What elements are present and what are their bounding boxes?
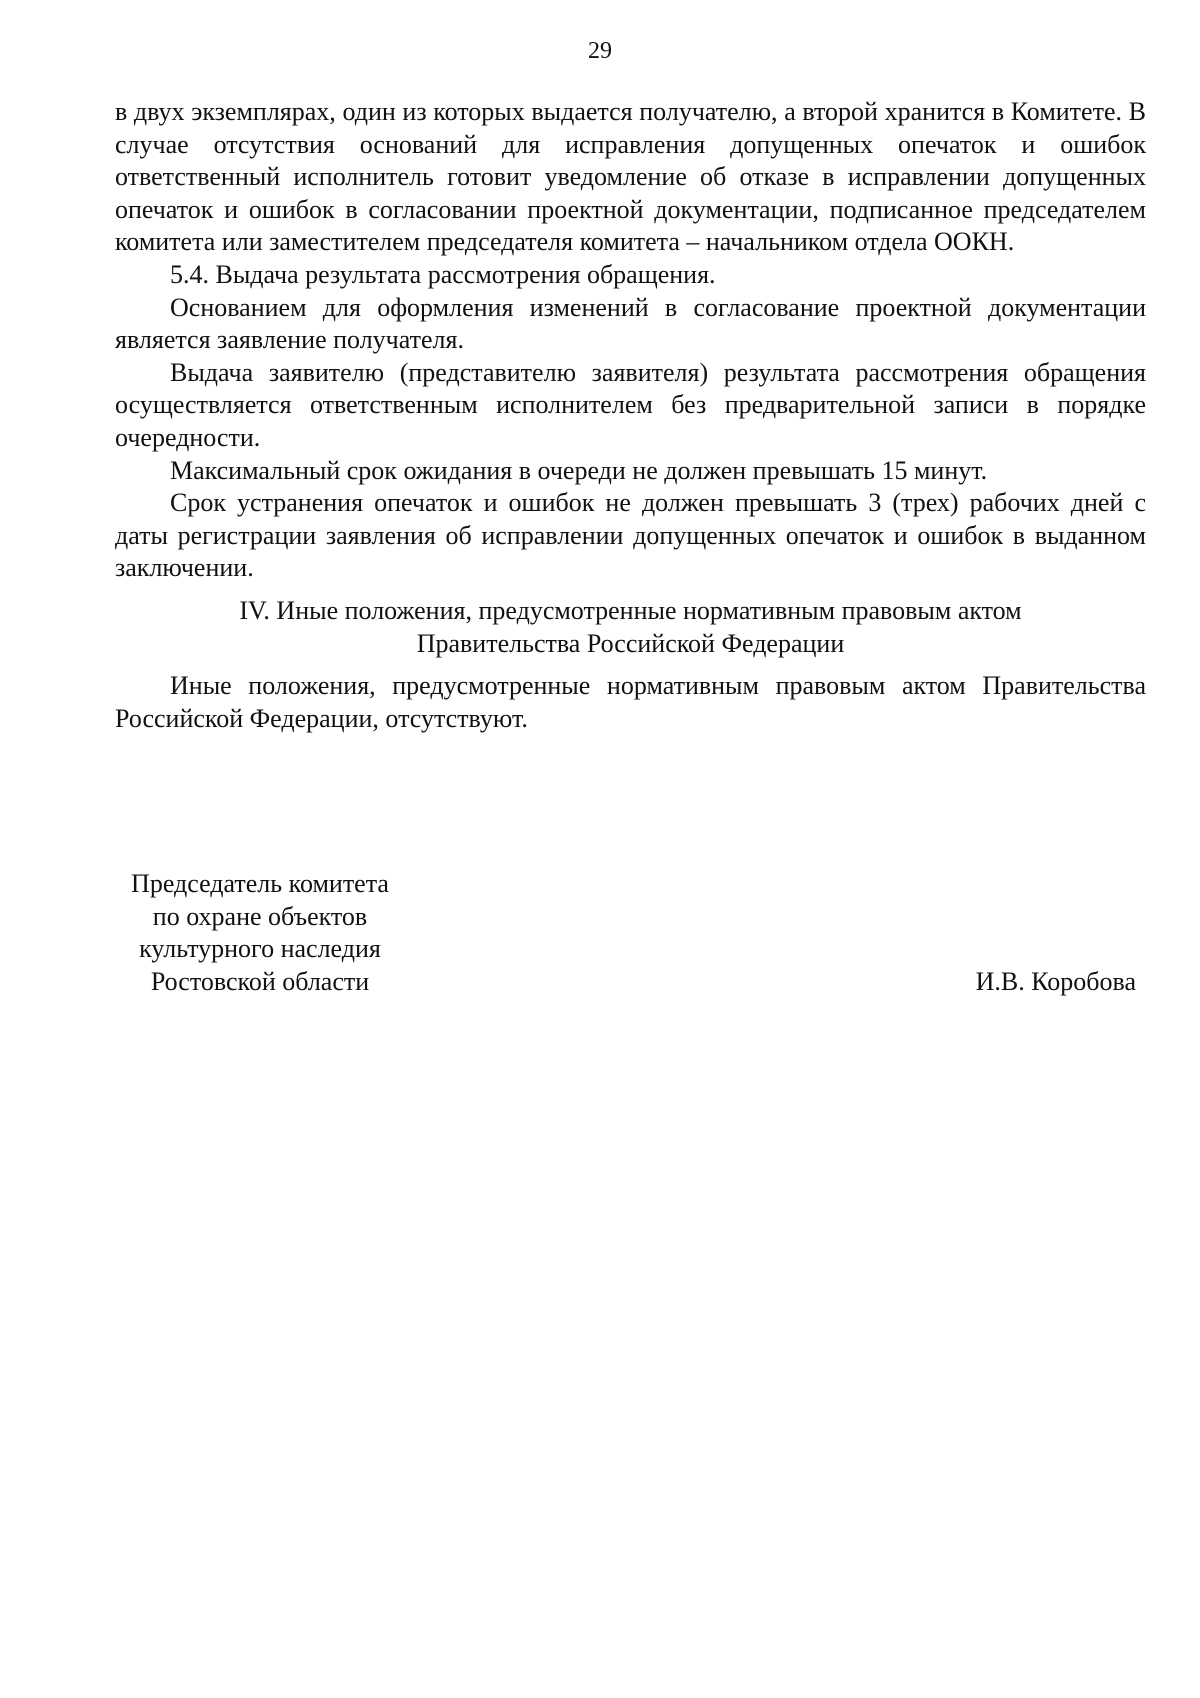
signatory-title	[115, 868, 405, 998]
signatory-title-line: Председатель комитета	[131, 869, 389, 898]
paragraph-basis: Основанием для оформления изменений в согласование проектной документации является заявление получателя.	[115, 292, 1146, 355]
page-number: 29	[588, 38, 612, 64]
paragraph-issuance: Выдача заявителю (представителю заявителя) результата рассмотрения обращения осуществляется ответственным исполнителем без предварительной записи в порядке очередности.	[115, 357, 1146, 452]
document-body	[115, 96, 1146, 735]
paragraph-subsection-5-4: 5.4. Выдача результата рассмотрения обращения.	[170, 259, 716, 289]
signatory-title-line: по охране объектов	[152, 901, 368, 931]
paragraph-waiting-time: Максимальный срок ожидания в очереди не должен превышать 15 минут.	[170, 455, 988, 485]
paragraph-correction-term: Срок устранения опечаток и ошибок не должен превышать 3 (трех) рабочих дней с даты регистрации заявления об исправлении допущенных опечаток и ошибок в выданном заключении.	[115, 488, 1146, 583]
signature-block	[115, 868, 1146, 998]
signatory-name: И.В. Коробова	[975, 966, 1136, 996]
section-heading-line-2: Правительства Российской Федерации	[416, 628, 845, 658]
section-heading	[115, 595, 1146, 660]
paragraph-other-provisions: Иные положения, предусмотренные нормативным правовым актом Правительства Российской Федерации, отсутствуют.	[115, 671, 1146, 733]
section-heading-line-1: IV. Иные положения, предусмотренные нормативным правовым актом	[239, 595, 1022, 625]
signatory-title-line: Ростовской области	[150, 966, 370, 996]
signatory-title-line: культурного наследия	[139, 934, 381, 964]
paragraph-continuation: в двух экземплярах, один из которых выдается получателю, а второй хранится в Комитете. В случае отсутствия оснований для исправления допущенных опечаток и ошибок ответственный исполнитель готовит уведомление об отказе в исправлении допущенных опечаток и ошибок в согласовании проектной документации, подписанное председателем комитета или заместителем председателя комитета – начальником отдела ООКН.	[115, 97, 1146, 257]
